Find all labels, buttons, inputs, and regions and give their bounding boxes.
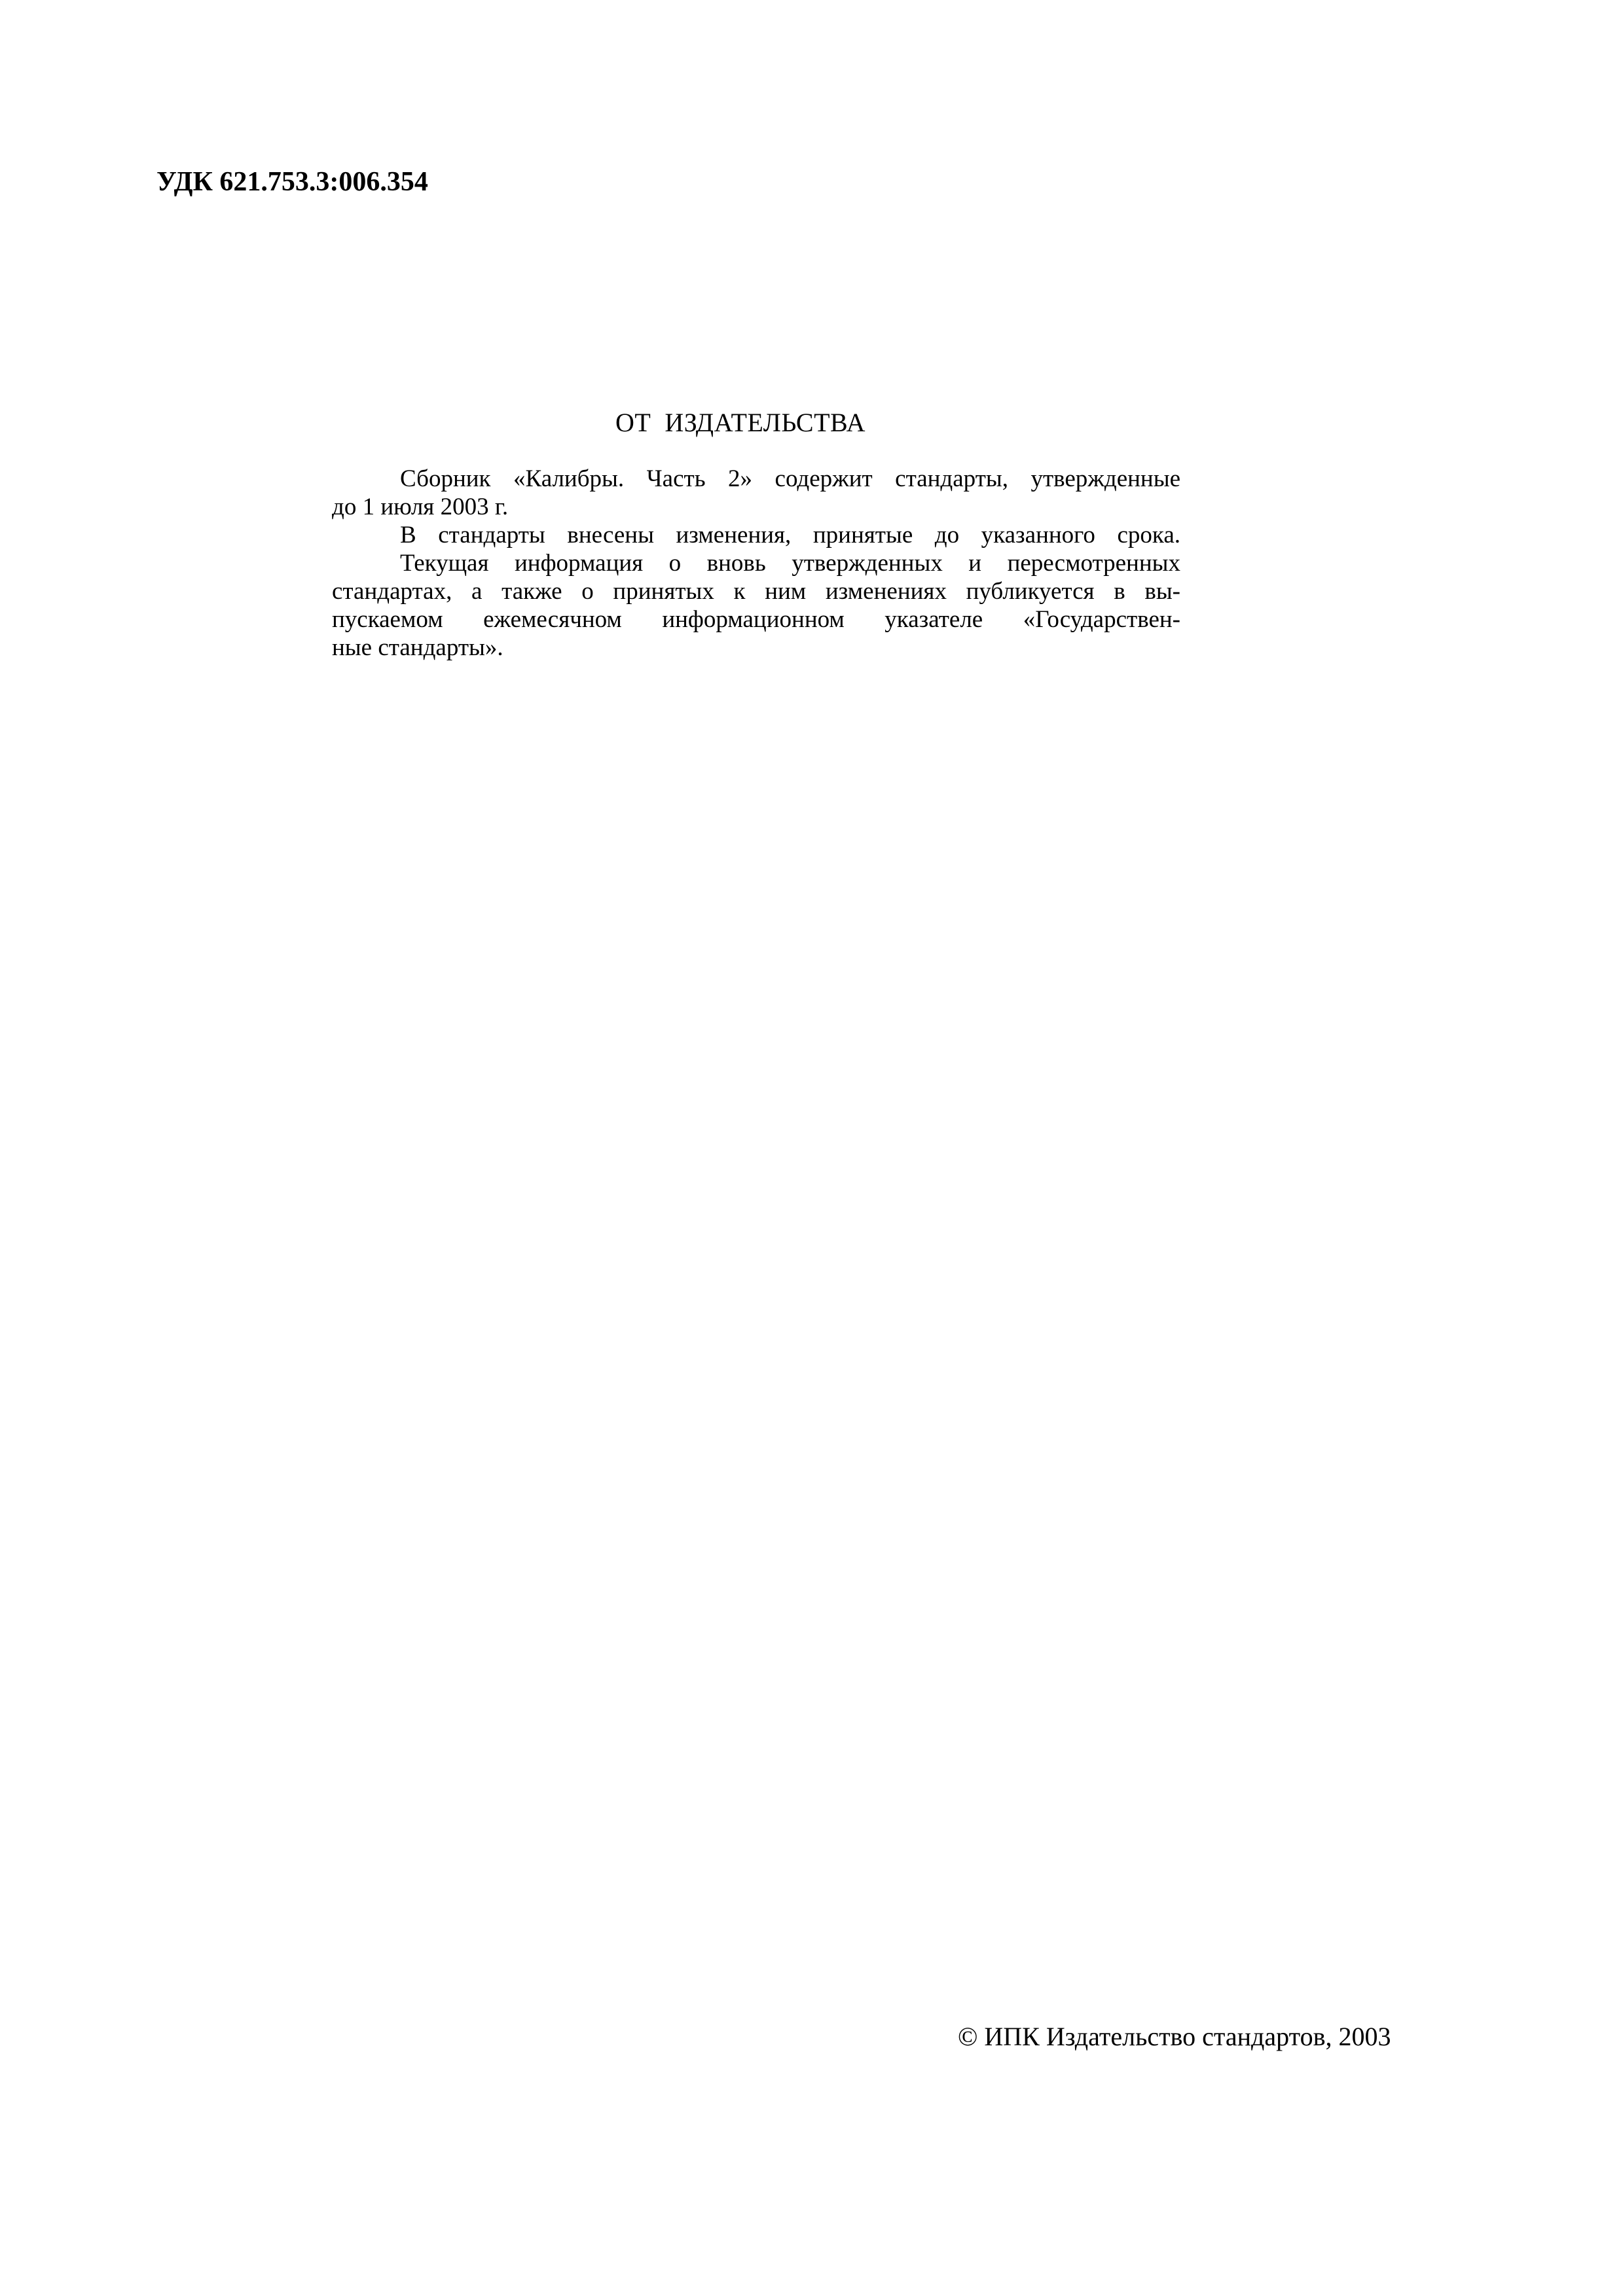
- paragraph-1-line-2: до 1 июля 2003 г.: [332, 493, 509, 520]
- udk-code: УДК 621.753.3:006.354: [156, 167, 428, 197]
- paragraph-2-line-1: В стандарты внесены изменения, принятые до указанного срока.: [400, 522, 1180, 548]
- paragraph-3-line-4: ные стандарты».: [332, 634, 503, 661]
- copyright-notice: © ИПК Издательство стандартов, 2003: [958, 2022, 1391, 2051]
- section-heading: ОТ ИЗДАТЕЛЬСТВА: [615, 408, 866, 437]
- paragraph-3-line-3: пускаемом ежемесячном информационном указателе «Государствен-: [332, 606, 1180, 633]
- paragraph-3-line-2: стандартах, а также о принятых к ним изменениях публикуется в вы-: [332, 578, 1180, 605]
- paragraph-3-line-1: Текущая информация о вновь утвержденных и пересмотренных: [400, 550, 1180, 577]
- publisher-note: [332, 465, 1180, 662]
- paragraph-1-line-1: Сборник «Калибры. Часть 2» содержит стандарты, утвержденные: [400, 465, 1180, 492]
